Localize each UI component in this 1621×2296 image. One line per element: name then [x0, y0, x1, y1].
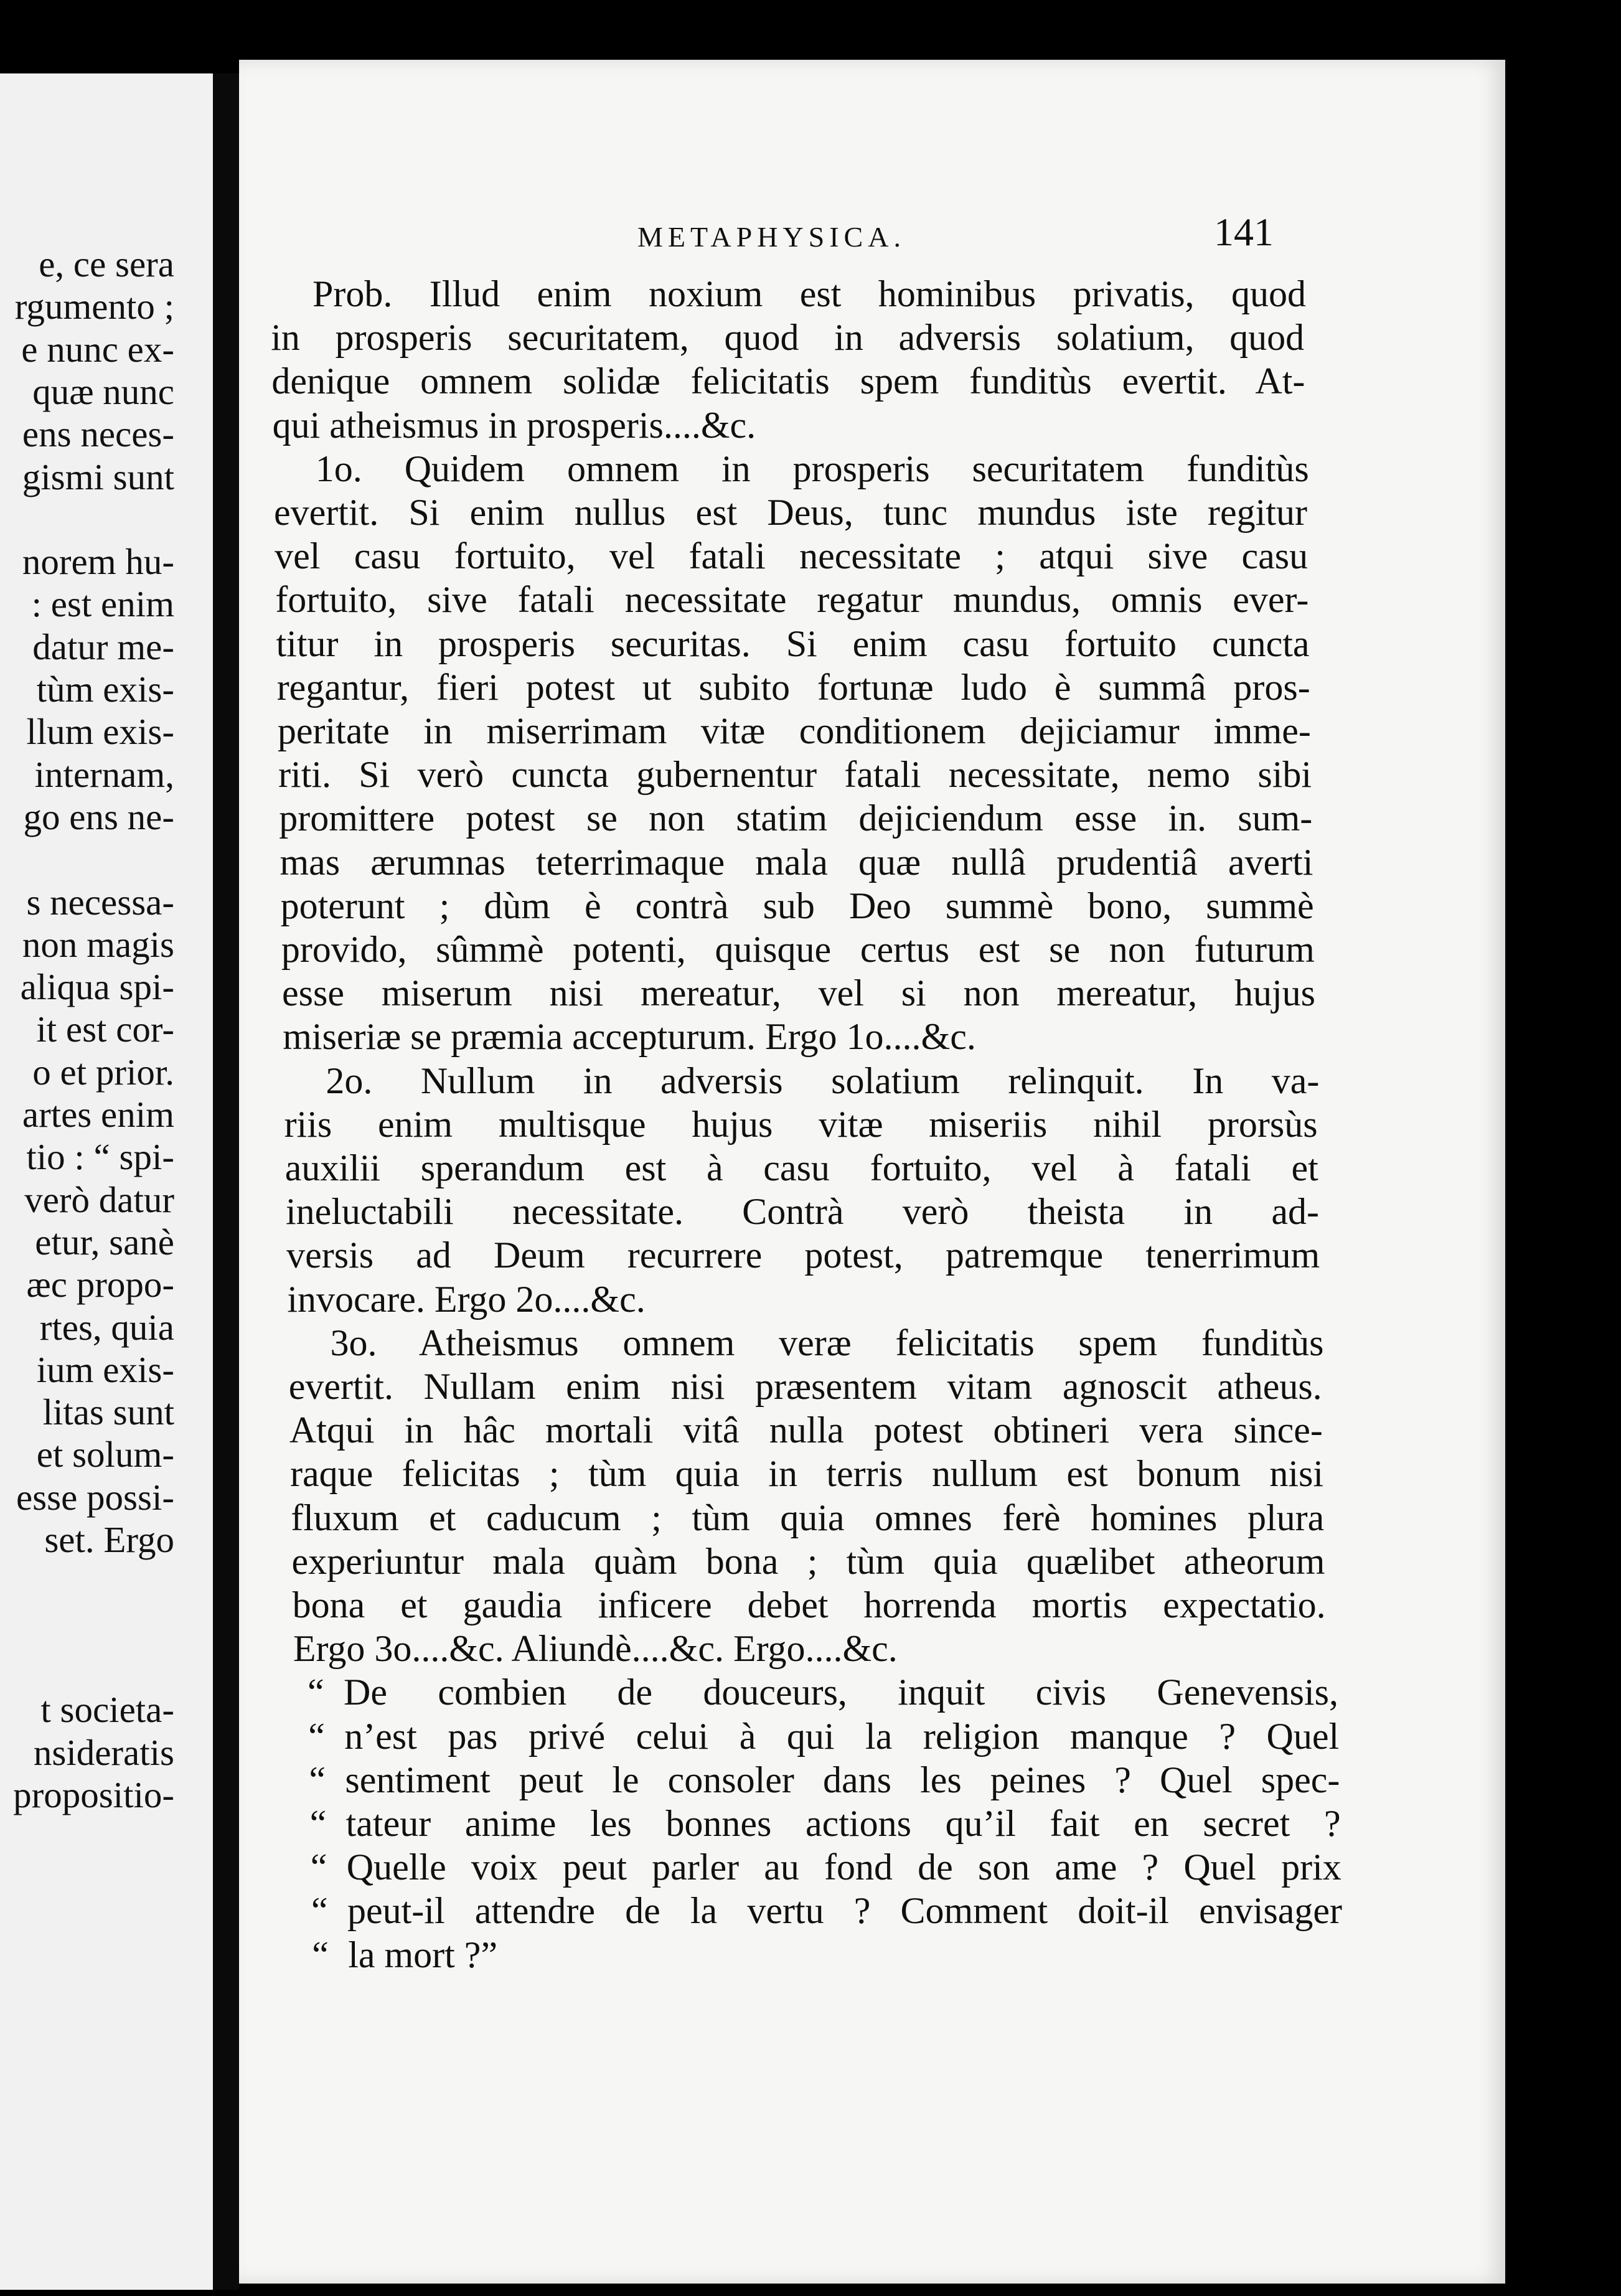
quote-line [308, 1670, 1341, 1715]
text-line: Prob. Illud enim noxium est hominibus privatis, quod [312, 273, 1306, 314]
quote-text: tateur anime les bonnes actions qu’il fait en secret ? [345, 1803, 1341, 1844]
body-text [239, 60, 1505, 1975]
left-page-line: internam, [34, 753, 174, 795]
left-page-line: set. Ergo [44, 1519, 174, 1560]
page-number: 141 [1214, 210, 1274, 254]
text-line: bona et gaudia inficere debet horrenda mortis expectatio. [292, 1584, 1326, 1626]
text-line: qui atheismus in prosperis....&c. [272, 404, 756, 446]
text-line: evertit. Nullam enim nisi præsentem vitam agnoscit atheus. [288, 1366, 1322, 1407]
text-line: auxilii sperandum est à casu fortuito, vel à fatali et [284, 1147, 1318, 1188]
text-line: Ergo 3o....&c. Aliundè....&c. Ergo....&c. [293, 1628, 898, 1670]
left-page-line: tio : “ spi- [26, 1136, 174, 1178]
quote-text: peut-il attendre de la vertu ? Comment doit-il envisager [347, 1890, 1342, 1932]
text-line: provido, sûmmè potenti, quisque certus est se non futurum [281, 929, 1315, 970]
left-page-line: esse possi- [16, 1476, 174, 1518]
text-line: mas ærumnas teterrimaque mala quæ nullâ prudentiâ averti [280, 841, 1313, 883]
left-page-line: llum exis- [26, 711, 174, 753]
left-page-line: litas sunt [42, 1391, 174, 1433]
text-line: riti. Si verò cuncta gubernentur fatali necessitate, nemo sibi [278, 754, 1312, 796]
text-line: raque felicitas ; tùm quia in terris nullum est bonum nisi [290, 1453, 1324, 1495]
text-line: promittere potest se non statim dejiciendum esse in. sum- [279, 797, 1313, 839]
text-line: regantur, fieri potest ut subito fortunæ ludo è summâ pros- [276, 666, 1310, 708]
left-page-line: rgumento ; [14, 286, 174, 327]
quote-mark: “ [311, 1890, 328, 1932]
quote-text: De combien de douceurs, inquit civis Genevensis, [344, 1672, 1338, 1713]
scan-background [1505, 60, 1621, 2296]
quote-mark: “ [309, 1759, 326, 1800]
quote-text: Quelle voix peut parler au fond de son ame ? Quel prix [346, 1847, 1341, 1888]
quote-line [308, 1714, 1341, 1759]
left-page-line: ens neces- [22, 413, 174, 455]
left-page-line: : est enim [31, 583, 174, 625]
left-page-line: etur, sanè [35, 1221, 174, 1263]
quote-mark: “ [310, 1847, 327, 1888]
text-line: experiuntur mala quàm bona ; tùm quia quælibet atheorum [291, 1540, 1325, 1582]
left-page-line: quæ nunc [32, 370, 174, 412]
text-line: versis ad Deum recurrere potest, patremque tenerrimum [286, 1235, 1320, 1276]
text-line: ineluctabili necessitate. Contrà verò theista in ad- [285, 1191, 1319, 1233]
text-line: peritate in miserrimam vitæ conditionem dejiciamur imme- [277, 710, 1311, 751]
left-page-line: ium exis- [36, 1348, 174, 1390]
quote-text: la mort ?” [348, 1934, 498, 1975]
quote-line [310, 1801, 1343, 1846]
quote-mark: “ [308, 1715, 325, 1757]
left-page-line: o et prior. [32, 1051, 174, 1093]
left-page-line: s necessa- [26, 881, 174, 923]
left-page-line: et solum- [36, 1434, 174, 1475]
left-page-line: t societa- [40, 1689, 174, 1731]
running-head: METAPHYSICA. [637, 221, 906, 253]
text-line: invocare. Ergo 2o....&c. [287, 1278, 646, 1320]
left-page-line: æc propo- [26, 1264, 174, 1306]
book-gutter [213, 73, 239, 2290]
left-page-line: gismi sunt [22, 456, 174, 497]
quote-mark: “ [312, 1934, 329, 1975]
left-page-line: e nunc ex- [21, 328, 174, 370]
text-line: fortuito, sive fatali necessitate regatur mundus, omnis ever- [275, 579, 1309, 621]
page-141 [239, 60, 1505, 2284]
text-line: fluxum et caducum ; tùm quia omnes ferè homines plura [291, 1497, 1325, 1538]
left-page-line: aliqua spi- [20, 966, 174, 1008]
left-page-line: verò datur [24, 1179, 174, 1220]
quote-text: n’est pas privé celui à qui la religion manque ? Quel [344, 1715, 1340, 1757]
quote-mark: “ [308, 1672, 324, 1713]
left-page-line: artes enim [22, 1094, 174, 1135]
left-page-line: go ens ne- [23, 796, 174, 837]
left-page-line: nsideratis [33, 1731, 174, 1773]
left-page-line: non magis [22, 923, 174, 965]
quote-mark: “ [309, 1803, 327, 1844]
left-page-line: datur me- [32, 626, 174, 667]
quote-line [309, 1757, 1342, 1802]
text-line: denique omnem solidæ felicitatis spem funditùs evertit. At- [271, 360, 1305, 402]
text-line: evertit. Si enim nullus est Deus, tunc mundus iste regitur [273, 492, 1307, 533]
text-line: Atqui in hâc mortali vitâ nulla potest obtineri vera since- [289, 1409, 1323, 1451]
text-line: poterunt ; dùm è contrà sub Deo summè bono, summè [280, 885, 1314, 926]
left-page-line: rtes, quia [39, 1306, 174, 1348]
quote-line [312, 1932, 1345, 1977]
left-page-line: tùm exis- [36, 669, 174, 710]
text-line: titur in prosperis securitas. Si enim casu fortuito cuncta [276, 623, 1310, 664]
left-page-line: e, ce sera [39, 243, 174, 285]
text-line: 2o. Nullum in adversis solatium relinquit. In va- [326, 1060, 1320, 1101]
text-line: in prosperis securitatem, quod in adversis solatium, quod [271, 317, 1305, 359]
left-page-line: it est cor- [36, 1009, 174, 1050]
quote-line [311, 1845, 1344, 1889]
text-line: 1o. Quidem omnem in prosperis securitatem funditùs [315, 448, 1309, 489]
text-line: vel casu fortuito, vel fatali necessitate ; atqui sive casu [275, 535, 1309, 577]
left-facing-page [0, 73, 213, 2290]
text-line: miseriæ se præmia accepturum. Ergo 1o....&c. [283, 1016, 976, 1058]
text-line: esse miserum nisi mereatur, vel si non mereatur, hujus [282, 972, 1315, 1014]
quote-text: sentiment peut le consoler dans les peines ? Quel spec- [345, 1759, 1340, 1800]
text-line: riis enim multisque hujus vitæ miseriis nihil prorsùs [284, 1103, 1318, 1145]
quote-line [311, 1888, 1345, 1933]
left-page-line: propositio- [13, 1774, 174, 1815]
text-line: 3o. Atheismus omnem veræ felicitatis spem funditùs [330, 1322, 1324, 1363]
left-page-line: norem hu- [22, 541, 174, 583]
